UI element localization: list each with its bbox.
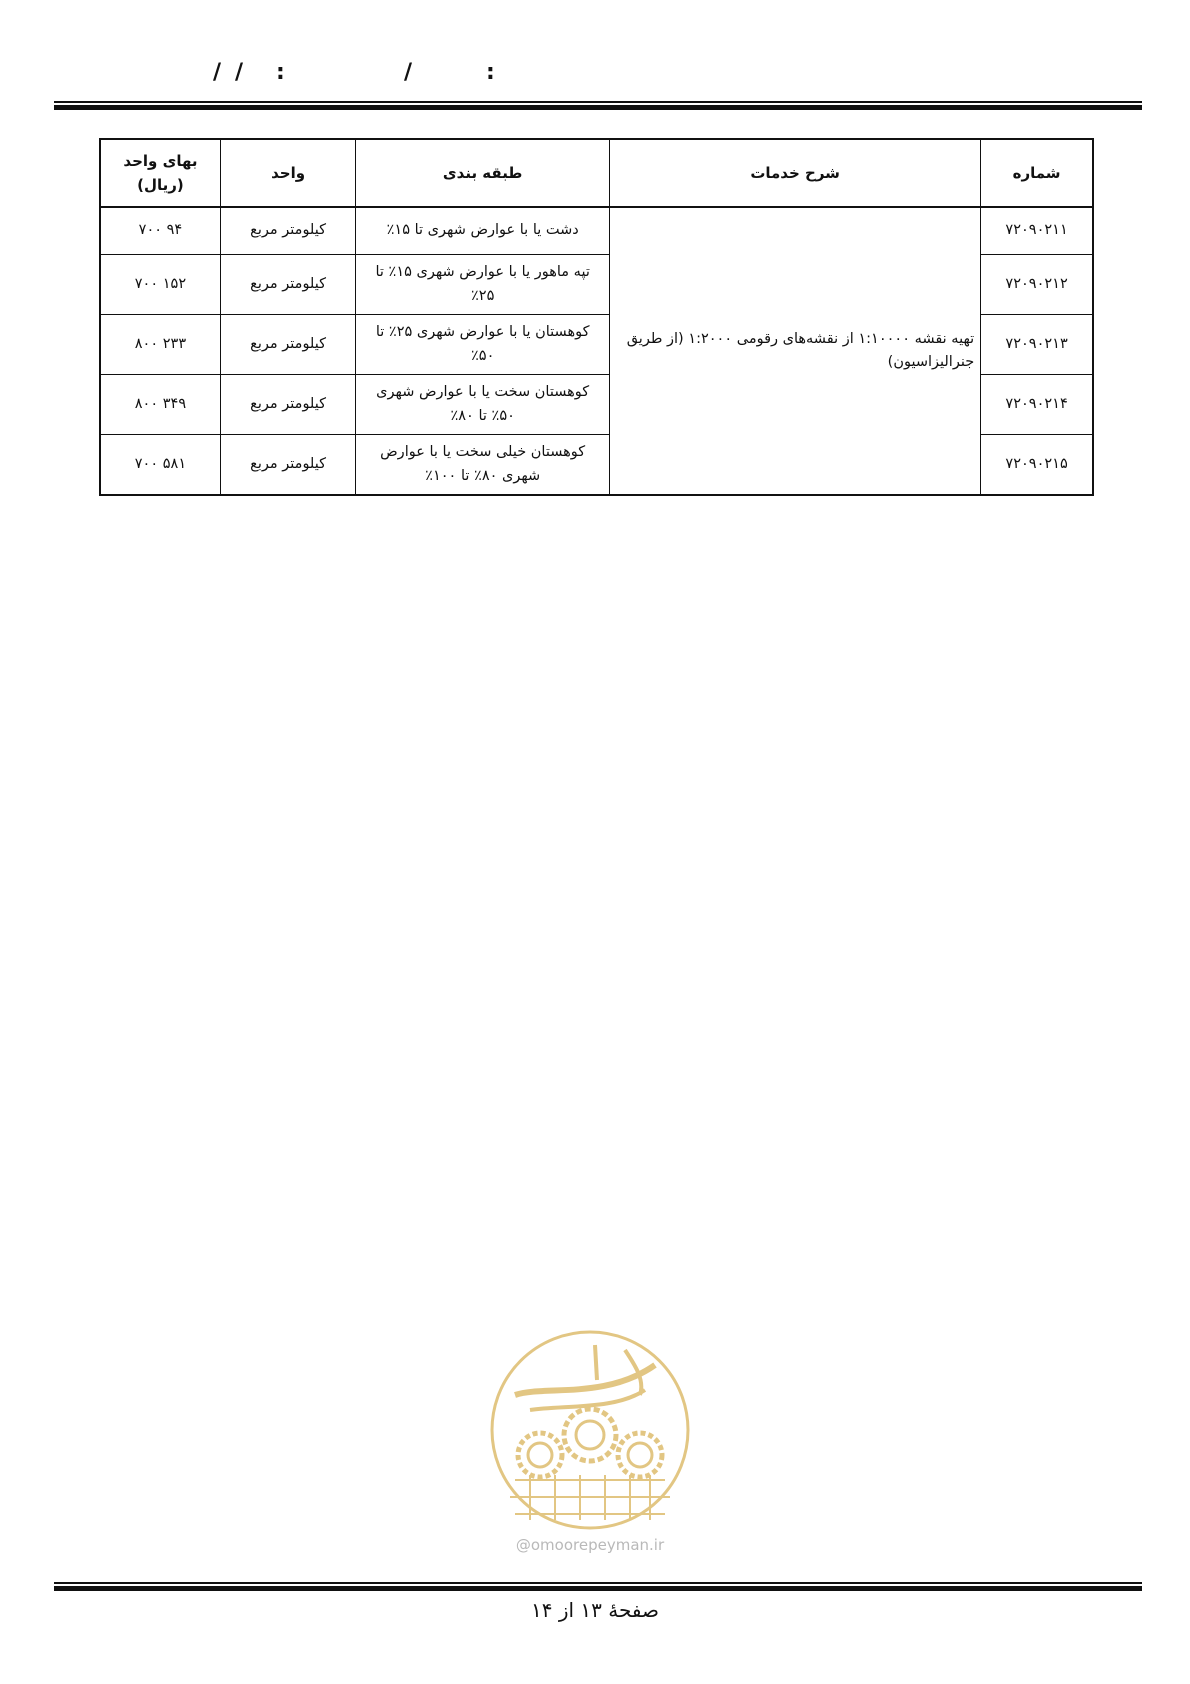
- header-slash-c: /: [404, 60, 413, 85]
- cell-number: ۷۲۰۹۰۲۱۳: [981, 315, 1093, 375]
- header-rule: [54, 101, 1142, 111]
- price-table: [99, 138, 1094, 496]
- cell-category: کوهستان سخت یا با عوارض شهری ۵۰٪ تا ۸۰٪: [356, 375, 610, 435]
- cell-number: ۷۲۰۹۰۲۱۱: [981, 207, 1093, 255]
- header-form-line: [0, 60, 1190, 90]
- cell-category: تپه ماهور یا با عوارض شهری ۱۵٪ تا ۲۵٪: [356, 255, 610, 315]
- header-price: بهای واحد (ریال): [100, 139, 220, 207]
- watermark-logo: [485, 1325, 695, 1565]
- header-colon-b: :: [486, 60, 495, 85]
- header-category: طبقه بندی: [356, 139, 610, 207]
- header-slash-b: /: [235, 60, 244, 85]
- cell-description-merged: تهیه نقشه ۱:۱۰۰۰۰ از نقشه‌های رقومی ۱:۲۰۰۰ (از طریق جنرالیزاسیون): [610, 207, 981, 495]
- cell-price: ۱۵۲ ۷۰۰: [100, 255, 220, 315]
- cell-price: ۲۳۳ ۸۰۰: [100, 315, 220, 375]
- table-row: [100, 207, 1093, 255]
- cell-category: کوهستان یا با عوارض شهری ۲۵٪ تا ۵۰٪: [356, 315, 610, 375]
- footer-rule: [54, 1582, 1142, 1592]
- cell-category: دشت یا با عوارض شهری تا ۱۵٪: [356, 207, 610, 255]
- cell-unit: کیلومتر مربع: [220, 207, 355, 255]
- page-number: صفحهٔ ۱۳ از ۱۴: [531, 1598, 659, 1622]
- header-unit: واحد: [220, 139, 355, 207]
- header-number: شماره: [981, 139, 1093, 207]
- cell-unit: کیلومتر مربع: [220, 315, 355, 375]
- table-header-row: [100, 139, 1093, 207]
- header-slash-a: /: [213, 60, 222, 85]
- cell-unit: کیلومتر مربع: [220, 375, 355, 435]
- cell-price: ۳۴۹ ۸۰۰: [100, 375, 220, 435]
- cell-unit: کیلومتر مربع: [220, 435, 355, 496]
- cell-number: ۷۲۰۹۰۲۱۲: [981, 255, 1093, 315]
- cell-category: کوهستان خیلی سخت یا با عوارض شهری ۸۰٪ تا ۱۰۰٪: [356, 435, 610, 496]
- header-description: شرح خدمات: [610, 139, 981, 207]
- cell-unit: کیلومتر مربع: [220, 255, 355, 315]
- svg-text:@omoorepeyman.ir: @omoorepeyman.ir: [515, 1536, 665, 1554]
- cell-number: ۷۲۰۹۰۲۱۵: [981, 435, 1093, 496]
- header-colon-a: :: [276, 60, 285, 85]
- cell-number: ۷۲۰۹۰۲۱۴: [981, 375, 1093, 435]
- cell-price: ۵۸۱ ۷۰۰: [100, 435, 220, 496]
- cell-price: ۹۴ ۷۰۰: [100, 207, 220, 255]
